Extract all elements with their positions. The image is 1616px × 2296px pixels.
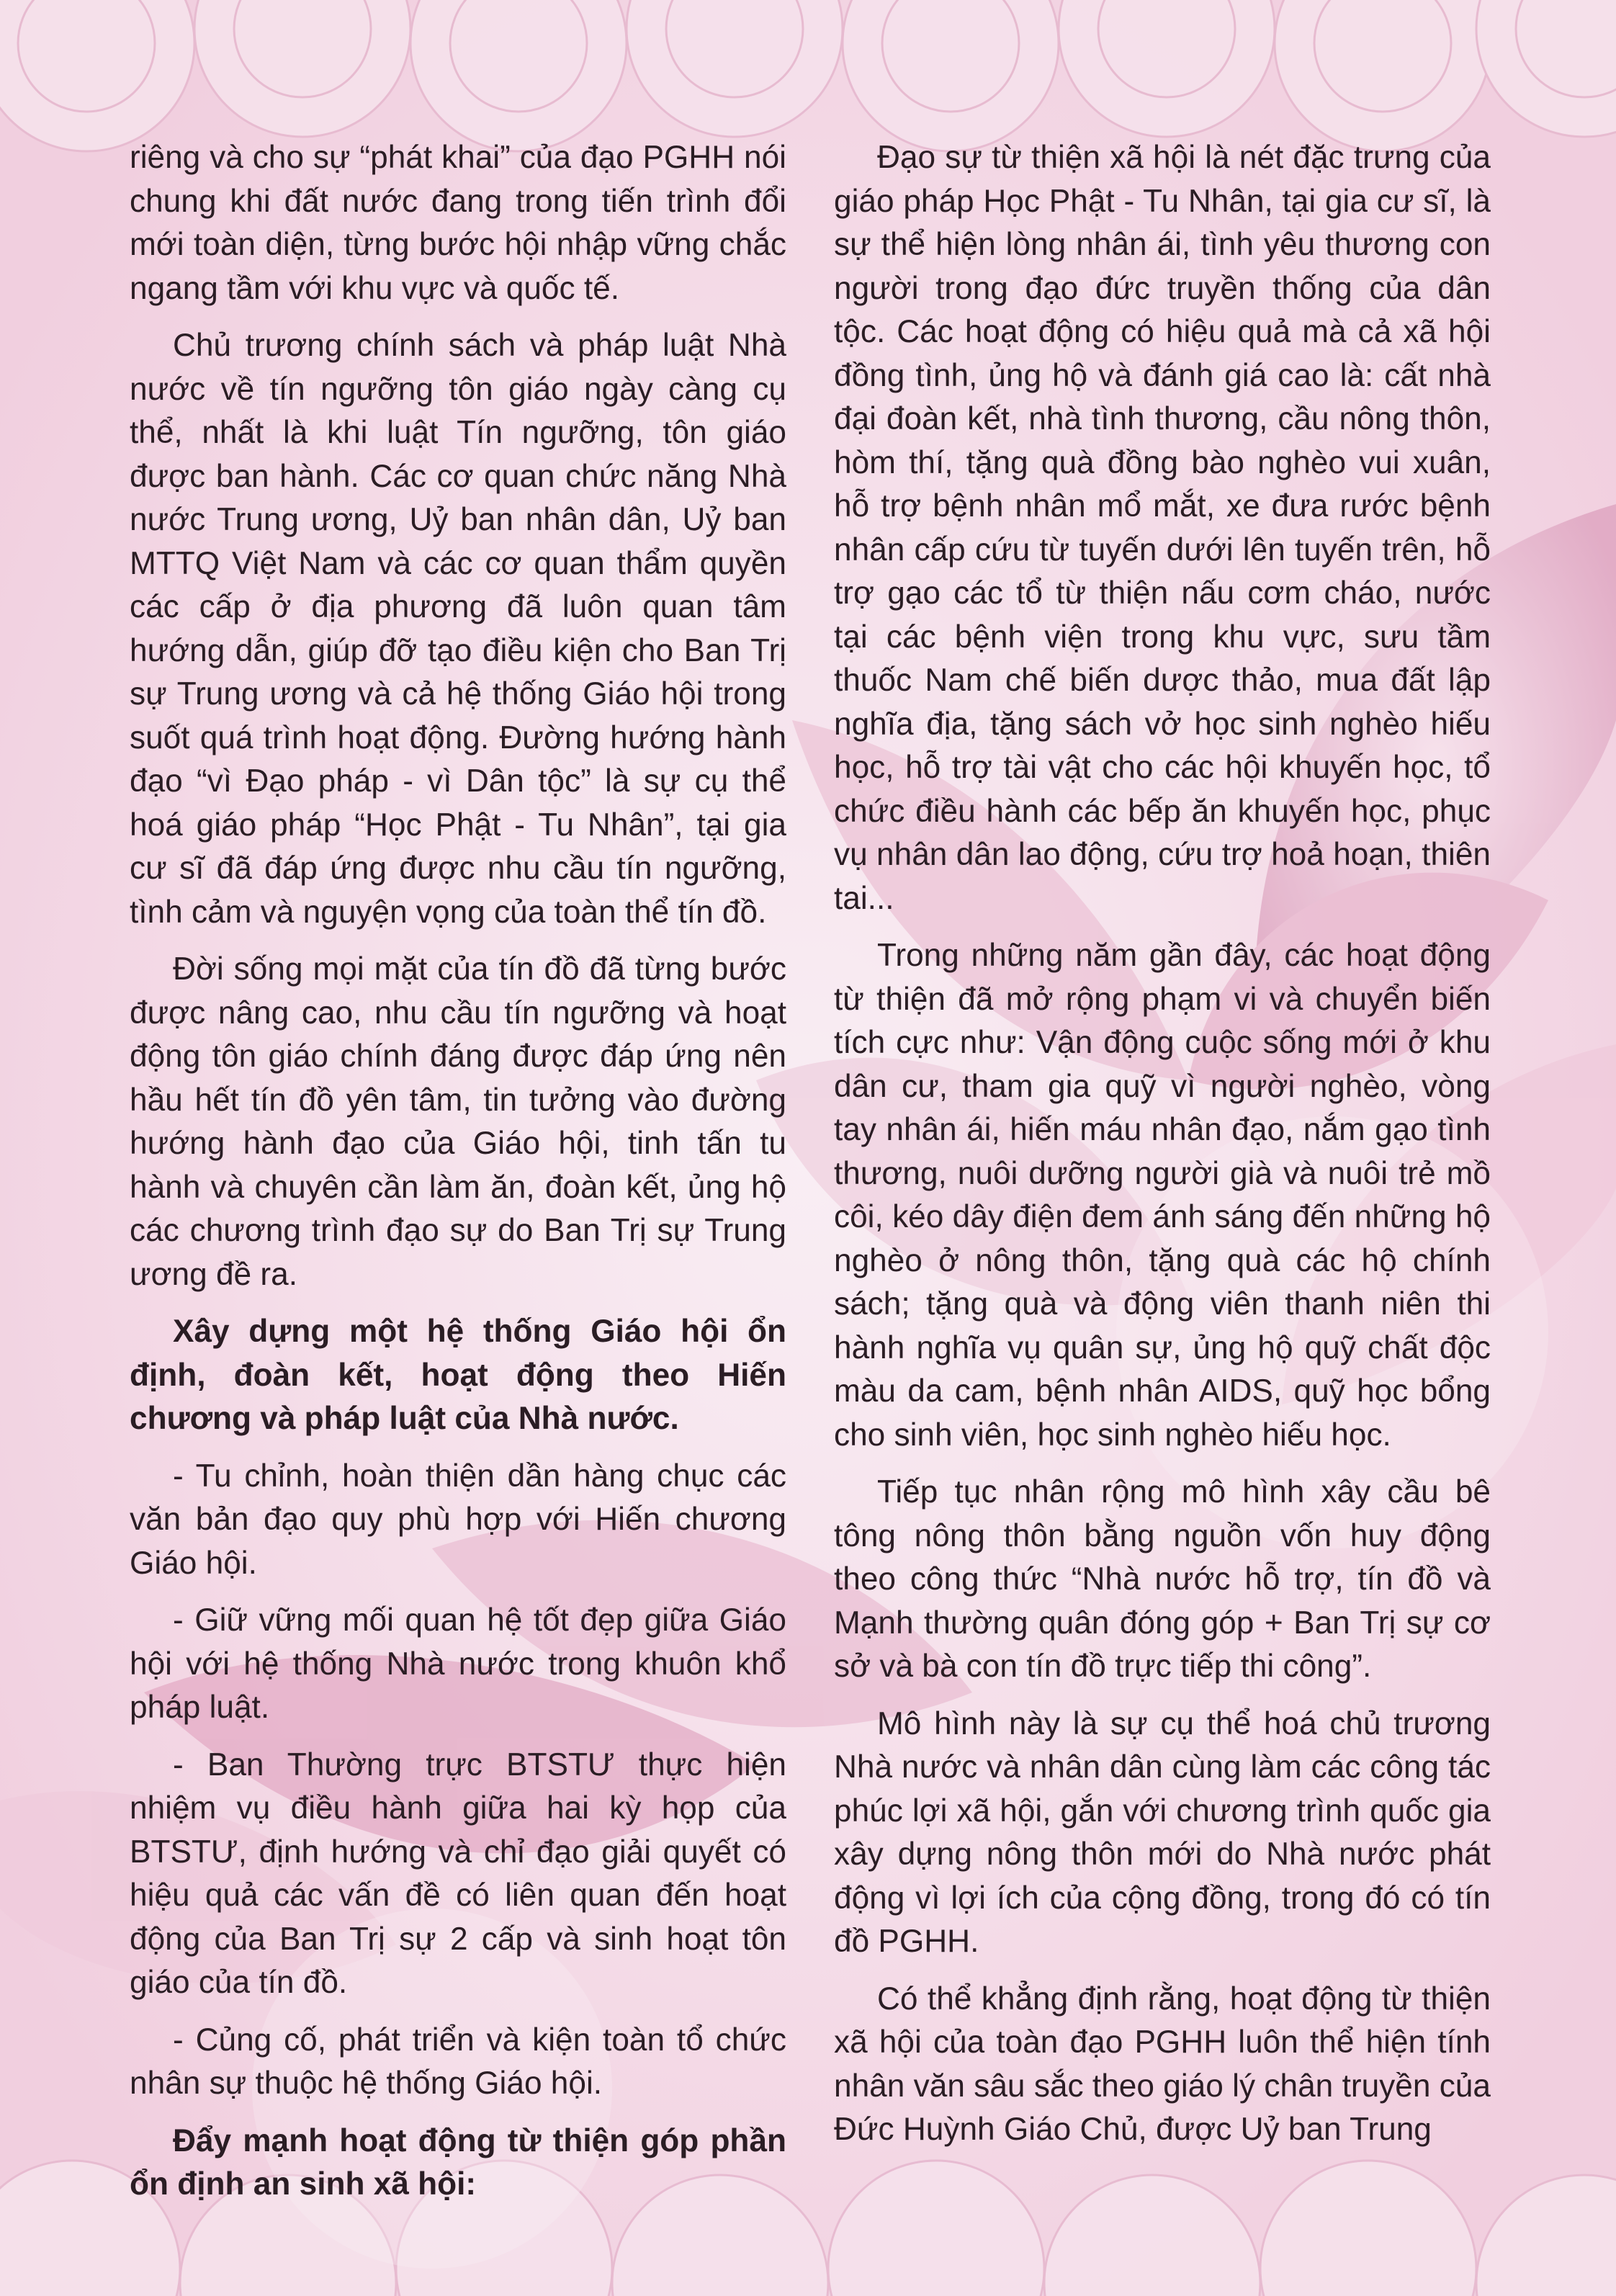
paragraph: Đời sống mọi mặt của tín đồ đã từng bước được nâng cao, nhu cầu tín ngưỡng và hoạt động tôn giáo chính đáng được đáp ứng nên hầu hết tín đồ yên tâm, tin tưởng vào đường hướng hành đạo của Giáo hội, tinh tấn tu hành và chuyên cần làm ăn, đoàn kết, ủng hộ các chương trình đạo sự do Ban Trị sự Trung ương đề ra. (130, 951, 786, 1292)
right-column (834, 140, 1491, 2166)
article-body (130, 140, 1491, 2202)
paragraph: Chủ trương chính sách và pháp luật Nhà nước về tín ngưỡng tôn giáo ngày càng cụ thể, nhất là khi luật Tín ngưỡng, tôn giáo được ban hành. Các cơ quan chức năng Nhà nước Trung ương, Uỷ ban nhân dân, Uỷ ban MTTQ Việt Nam và các cơ quan thẩm quyền các cấp ở địa phương đã luôn quan tâm hướng dẫn, giúp đỡ tạo điều kiện cho Ban Trị sự Trung ương và cả hệ thống Giáo hội trong suốt quá trình hoạt động. Đường hướng hành đạo “vì Đạo pháp - vì Dân tộc” là sự cụ thể hoá giáo pháp “Học Phật - Tu Nhân”, tại gia cư sĩ đã đáp ứng được nhu cầu tín ngưỡng, tình cảm và nguyện vọng của toàn thể tín đồ. (130, 328, 786, 930)
paragraph: Mô hình này là sự cụ thể hoá chủ trương Nhà nước và nhân dân cùng làm các công tác phúc lợi xã hội, gắn với chương trình quốc gia xây dựng nông thôn mới do Nhà nước phát động vì lợi ích của cộng đồng, trong đó có tín đồ PGHH. (834, 1705, 1491, 1959)
section-heading: Đẩy mạnh hoạt động từ thiện góp phần ổn định an sinh xã hội: (130, 2122, 786, 2202)
paragraph-continued: riêng và cho sự “phát khai” của đạo PGHH nói chung khi đất nước đang trong tiến trình đổi mới toàn diện, từng bước hội nhập vững chắc ngang tầm với khu vực và quốc tế. (130, 140, 786, 306)
section-heading: Xây dựng một hệ thống Giáo hội ổn định, đoàn kết, hoạt động theo Hiến chương và pháp luật của Nhà nước. (130, 1314, 786, 1436)
list-item: - Tu chỉnh, hoàn thiện dần hàng chục các văn bản đạo quy phù hợp với Hiến chương Giáo hội. (130, 1458, 786, 1581)
list-item: - Củng cố, phát triển và kiện toàn tổ chức nhân sự thuộc hệ thống Giáo hội. (130, 2022, 786, 2101)
list-item: - Giữ vững mối quan hệ tốt đẹp giữa Giáo hội với hệ thống Nhà nước trong khuôn khổ pháp luật. (130, 1602, 786, 1725)
paragraph: Trong những năm gần đây, các hoạt động từ thiện đã mở rộng phạm vi và chuyển biến tích cực như: Vận động cuộc sống mới ở khu dân cư, tham gia quỹ vì người nghèo, vòng tay nhân ái, hiến máu nhân đạo, nắm gạo tình thương, nuôi dưỡng người già và nuôi trẻ mồ côi, kéo dây điện đem ánh sáng đến những hộ nghèo ở nông thôn, tặng quà các hộ chính sách; tặng quà và động viên thanh niên thi hành nghĩa vụ quân sự, ủng hộ quỹ chất độc màu da cam, bệnh nhân AIDS, quỹ học bổng cho sinh viên, học sinh nghèo hiếu học. (834, 938, 1491, 1453)
paragraph: Có thể khẳng định rằng, hoạt động từ thiện xã hội của toàn đạo PGHH luôn thể hiện tính nhân văn sâu sắc theo giáo lý chân truyền của Đức Huỳnh Giáo Chủ, được Uỷ ban Trung (834, 1981, 1491, 2147)
list-item: - Ban Thường trực BTSTƯ thực hiện nhiệm vụ điều hành giữa hai kỳ họp của BTSTƯ, định hướng và chỉ đạo giải quyết có hiệu quả các vấn đề có liên quan đến hoạt động của Ban Trị sự 2 cấp và sinh hoạt tôn giáo của tín đồ. (130, 1746, 786, 2000)
paragraph: Đạo sự từ thiện xã hội là nét đặc trưng của giáo pháp Học Phật - Tu Nhân, tại gia cư sĩ, là sự thể hiện lòng nhân ái, tình yêu thương con người trong đạo đức truyền thống của dân tộc. Các hoạt động có hiệu quả mà cả xã hội đồng tình, ủng hộ và đánh giá cao là: cất nhà đại đoàn kết, nhà tình thương, cầu nông thôn, hòm thí, tặng quà đồng bào nghèo vui xuân, hỗ trợ bệnh nhân mổ mắt, xe đưa rước bệnh nhân cấp cứu từ tuyến dưới lên tuyến trên, hỗ trợ gạo các tổ từ thiện nấu cơm cháo, nước tại các bệnh viện trong khu vực, sưu tầm thuốc Nam chế biến dược thảo, mua đất lập nghĩa địa, tặng sách vở học sinh nghèo hiếu học, hỗ trợ tài vật cho các hội khuyến học, tổ chức điều hành các bếp ăn khuyến học, phục vụ nhân dân lao động, cứu trợ hoả hoạn, thiên tai... (834, 140, 1491, 916)
paragraph: Tiếp tục nhân rộng mô hình xây cầu bê tông nông thôn bằng nguồn vốn huy động theo công thức “Nhà nước hỗ trợ, tín đồ và Mạnh thường quân đóng góp + Ban Trị sự cơ sở và bà con tín đồ trực tiếp thi công”. (834, 1474, 1491, 1684)
left-column (130, 140, 786, 2202)
